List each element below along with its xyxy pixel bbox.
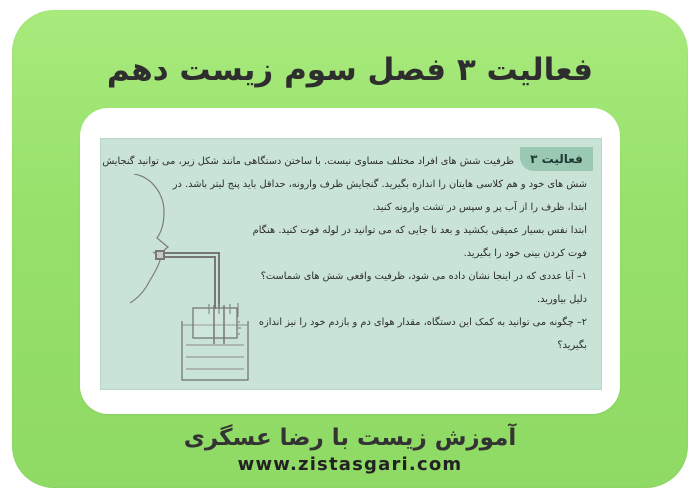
footer-title: آموزش زیست با رضا عسگری: [183, 425, 517, 451]
activity-line-7: دلیل بیاورید.: [537, 294, 587, 305]
tube-icon: [156, 251, 219, 309]
face-outline-icon: [130, 174, 168, 303]
activity-line-9: بگیرید؟: [557, 340, 587, 351]
activity-line-1: ظرفیت شش های افراد مختلف مساوی نیست. با ساختن دستگاهی مانند شکل زیر، می توانید گنجایش: [102, 156, 514, 167]
activity-line-6: ۱– آیا عددی که در اینجا نشان داده می شود، ظرفیت واقعی شش های شماست؟: [260, 271, 587, 282]
activity-line-5: فوت کردن بینی خود را بگیرید.: [463, 248, 587, 259]
activity-badge: فعالیت ۳: [520, 147, 593, 171]
activity-line-4: ابتدا نفس بسیار عمیقی بکشید و بعد تا جایی که می توانید در لوله فوت کنید. هنگام: [252, 225, 587, 236]
activity-line-8: ۲– چگونه می توانید به کمک این دستگاه، مقدار هوای دم و بازدم خود را نیز اندازه: [258, 317, 587, 328]
lung-capacity-apparatus-illustration: [102, 174, 272, 384]
activity-line-2: شش های خود و هم کلاسی هایتان را اندازه بگیرید. گنجایش ظرف وارونه، حداقل باید پنج لیتر باشد. در: [172, 179, 587, 190]
activity-line-3: ابتدا، ظرف را از آب پر و سپس در تشت وارونه کنید.: [372, 202, 587, 213]
beaker-icon: [182, 303, 248, 380]
website-url: www.zistasgari.com: [237, 454, 463, 475]
page-title: فعالیت ۳ فصل سوم زیست دهم: [106, 52, 594, 88]
